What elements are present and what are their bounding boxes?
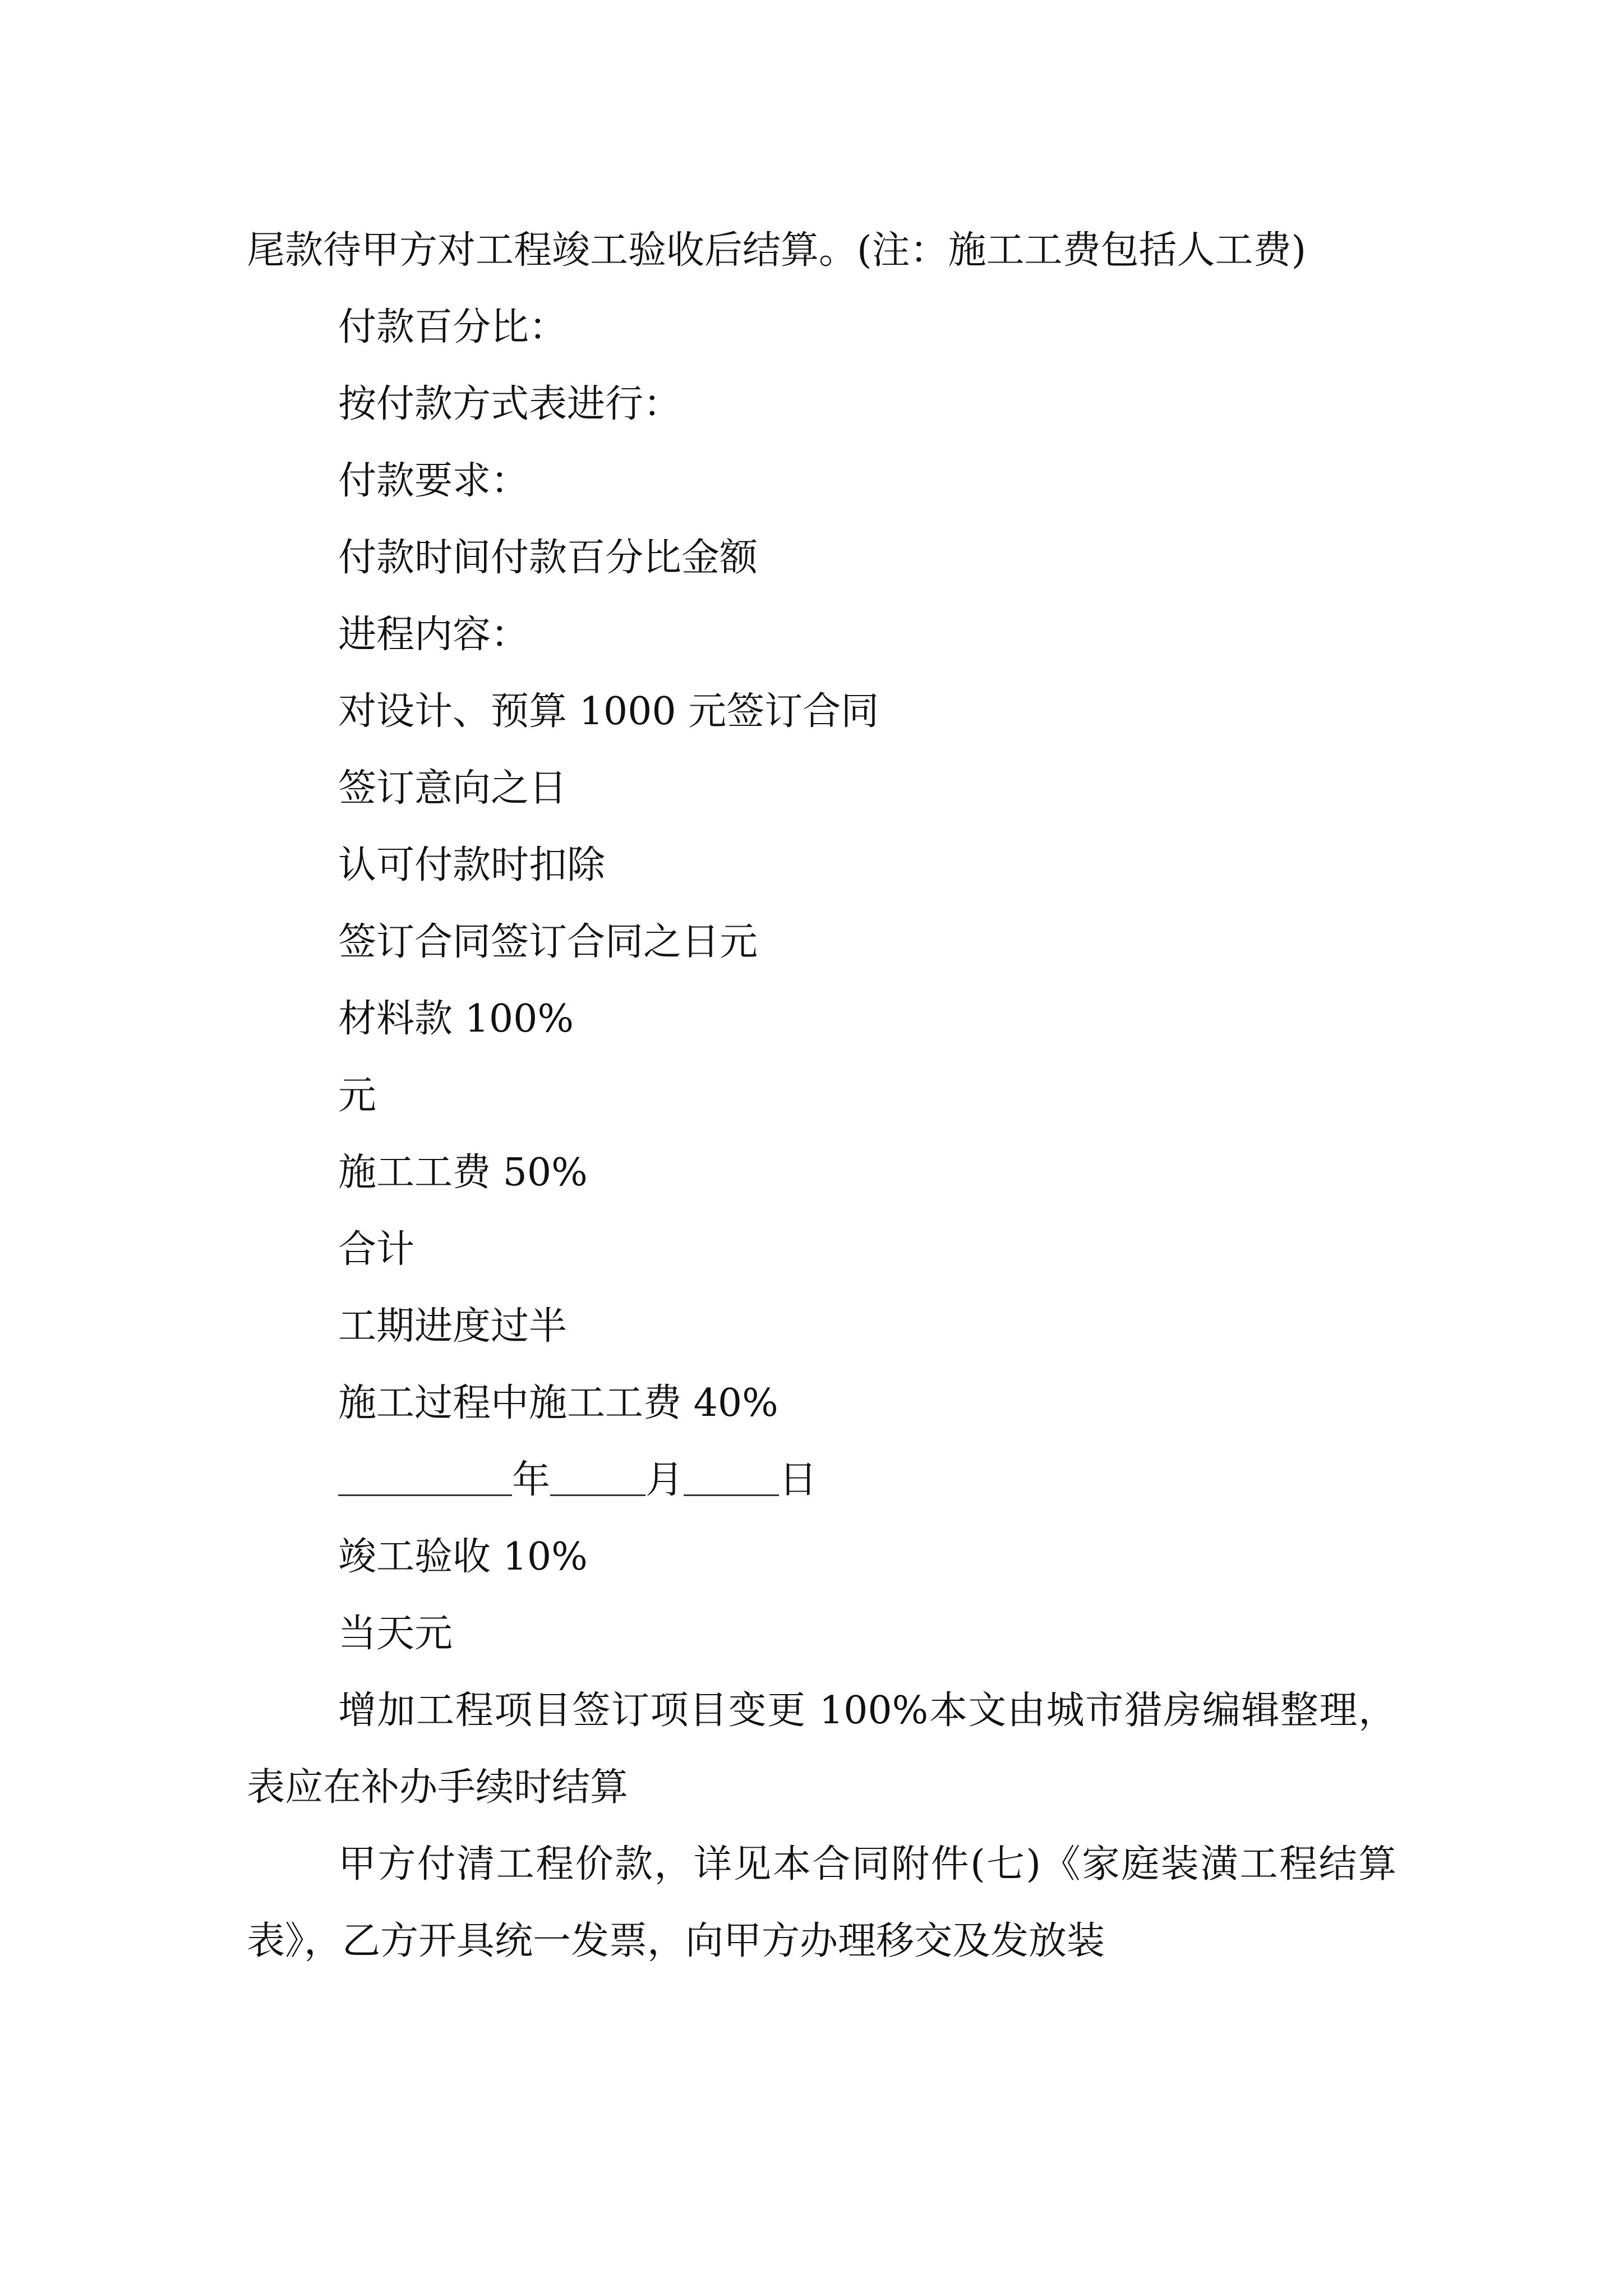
paragraph-intention-date: 签订意向之日 xyxy=(338,766,568,811)
paragraph-total: 合计 xyxy=(338,1227,415,1272)
paragraph-deduction: 认可付款时扣除 xyxy=(338,843,606,887)
paragraph-same-day: 当天元 xyxy=(338,1612,453,1656)
paragraph-additional-items: 增加工程项目签订项目变更 100%本文由城市猎房编辑整理，表应在补办手续时结算 xyxy=(247,1688,1396,1810)
paragraph-labor-fee-50: 施工工费 50% xyxy=(338,1151,588,1195)
year-blank xyxy=(338,1461,512,1496)
day-label: 日 xyxy=(779,1458,818,1502)
paragraph-yuan: 元 xyxy=(338,1074,377,1118)
month-label: 月 xyxy=(645,1458,684,1502)
month-blank xyxy=(550,1461,645,1496)
paragraph-final-settlement: 甲方付清工程价款，详见本合同附件(七)《家庭装潢工程结算表》，乙方开具统一发票，向甲方办理移交及发放装 xyxy=(247,1842,1396,1963)
paragraph-progress-content: 进程内容： xyxy=(338,613,529,657)
paragraph-contract-signing: 签订合同签订合同之日元 xyxy=(338,920,758,964)
paragraph-payment-method-table: 按付款方式表进行： xyxy=(338,382,682,426)
paragraph-material-fee: 材料款 100% xyxy=(338,997,574,1041)
paragraph-design-budget: 对设计、预算 1000 元签订合同 xyxy=(338,689,879,734)
day-blank xyxy=(684,1461,779,1496)
paragraph-halfway-progress: 工期进度过半 xyxy=(338,1304,568,1349)
paragraph-labor-fee-40: 施工过程中施工工费 40% xyxy=(338,1381,778,1425)
paragraph-payment-balance: 尾款待甲方对工程竣工验收后结算。(注：施工工费包括人工费) xyxy=(247,228,1307,273)
paragraph-date-line xyxy=(247,1442,1396,1519)
paragraph-completion-acceptance: 竣工验收 10% xyxy=(338,1535,588,1579)
document-body xyxy=(247,212,1396,1980)
paragraph-payment-requirements: 付款要求： xyxy=(338,459,529,503)
paragraph-payment-columns: 付款时间付款百分比金额 xyxy=(338,536,758,580)
paragraph-payment-percentage: 付款百分比： xyxy=(338,305,568,349)
year-label: 年 xyxy=(512,1458,551,1502)
